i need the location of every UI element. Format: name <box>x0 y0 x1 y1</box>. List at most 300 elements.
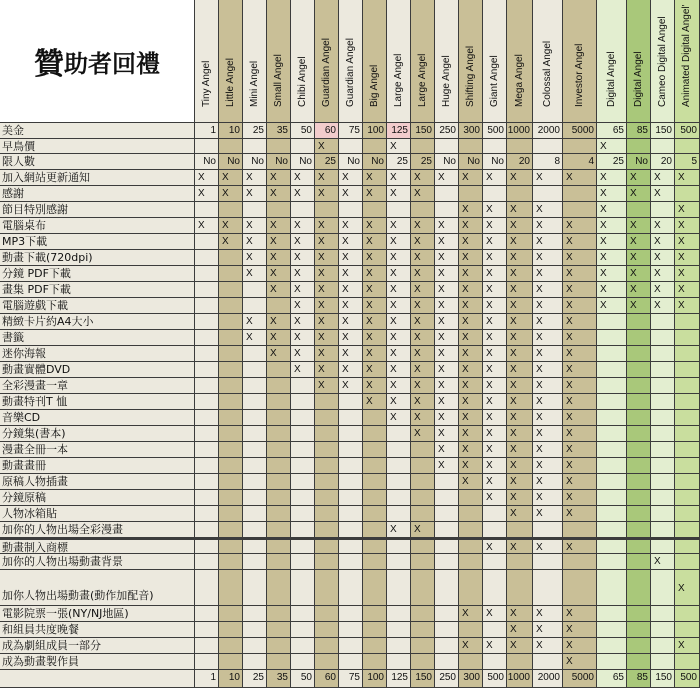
benefit-cell <box>243 570 267 606</box>
benefit-cell <box>195 622 219 638</box>
benefit-cell <box>533 554 563 570</box>
price-cell: 150 <box>411 123 435 139</box>
benefit-cell: X <box>483 266 507 282</box>
benefit-cell <box>243 622 267 638</box>
benefit-cell: X <box>507 506 533 522</box>
limit-cell: No <box>195 154 219 170</box>
benefit-cell <box>339 538 363 554</box>
benefit-cell <box>627 202 651 218</box>
benefit-cell: X <box>387 362 411 378</box>
footer-price-cell: 1000 <box>507 670 533 688</box>
benefit-cell <box>267 622 291 638</box>
early-cell <box>627 139 651 154</box>
benefit-cell <box>219 654 243 670</box>
benefit-cell: X <box>533 606 563 622</box>
benefit-cell: X <box>363 250 387 266</box>
benefit-cell <box>651 378 675 394</box>
early-cell <box>675 139 700 154</box>
benefit-cell: X <box>459 378 483 394</box>
benefit-cell <box>597 362 627 378</box>
benefit-cell <box>597 394 627 410</box>
benefit-cell: X <box>315 282 339 298</box>
title-first-char: 贊 <box>34 47 64 82</box>
benefit-cell <box>315 410 339 426</box>
price-cell: 75 <box>339 123 363 139</box>
row-label: MP3下載 <box>0 234 195 250</box>
benefit-cell <box>195 638 219 654</box>
row-label: 加你的人物出場全彩漫畫 <box>0 522 195 538</box>
row-label: 和組員共度晚餐 <box>0 622 195 638</box>
footer-price-cell: 125 <box>387 670 411 688</box>
benefit-cell: X <box>291 330 315 346</box>
benefit-cell <box>339 554 363 570</box>
benefit-cell <box>435 538 459 554</box>
benefit-cell <box>507 554 533 570</box>
row-label-early: 早鳥價 <box>0 139 195 154</box>
benefit-cell: X <box>675 234 700 250</box>
benefit-cell: X <box>533 638 563 654</box>
benefit-cell: X <box>411 362 435 378</box>
benefit-cell <box>507 522 533 538</box>
benefit-cell <box>291 442 315 458</box>
limit-cell: 25 <box>387 154 411 170</box>
benefit-cell: X <box>411 330 435 346</box>
benefit-cell: X <box>651 186 675 202</box>
benefit-cell <box>651 570 675 606</box>
benefit-cell: X <box>411 346 435 362</box>
price-cell: 5000 <box>563 123 597 139</box>
benefit-cell: X <box>533 314 563 330</box>
benefit-cell: X <box>507 606 533 622</box>
benefit-cell <box>597 522 627 538</box>
benefit-cell: X <box>507 234 533 250</box>
benefit-cell: X <box>435 234 459 250</box>
benefit-cell: X <box>459 330 483 346</box>
benefit-cell <box>339 654 363 670</box>
benefit-cell <box>597 554 627 570</box>
benefit-cell: X <box>339 298 363 314</box>
benefit-cell <box>243 654 267 670</box>
benefit-cell: X <box>533 202 563 218</box>
benefit-cell <box>219 606 243 622</box>
benefit-cell <box>675 654 700 670</box>
benefit-cell <box>675 442 700 458</box>
benefit-cell: X <box>411 170 435 186</box>
column-header <box>267 0 291 123</box>
benefit-cell: X <box>563 282 597 298</box>
benefit-cell: X <box>363 378 387 394</box>
benefit-cell <box>533 570 563 606</box>
benefit-cell: X <box>597 234 627 250</box>
benefit-cell: X <box>243 234 267 250</box>
column-header-label: Guardian Angel <box>320 38 332 107</box>
column-header-label: Mega Angel <box>513 54 525 107</box>
benefit-cell: X <box>507 410 533 426</box>
benefit-cell <box>627 330 651 346</box>
limit-cell: 25 <box>411 154 435 170</box>
benefit-cell: X <box>507 330 533 346</box>
benefit-cell <box>627 538 651 554</box>
benefit-cell: X <box>507 394 533 410</box>
benefit-cell <box>315 538 339 554</box>
benefit-cell: X <box>459 474 483 490</box>
benefit-cell: X <box>387 314 411 330</box>
benefit-cell <box>675 410 700 426</box>
page-title <box>0 0 195 123</box>
benefit-cell <box>627 426 651 442</box>
benefit-cell <box>627 410 651 426</box>
benefit-cell <box>411 490 435 506</box>
benefit-cell: X <box>291 170 315 186</box>
benefit-cell: X <box>563 474 597 490</box>
benefit-cell: X <box>315 170 339 186</box>
benefit-cell <box>291 606 315 622</box>
benefit-cell: X <box>507 250 533 266</box>
footer-price-cell: 300 <box>459 670 483 688</box>
benefit-cell <box>219 622 243 638</box>
benefit-cell: X <box>533 330 563 346</box>
benefit-cell <box>339 570 363 606</box>
benefit-cell <box>563 522 597 538</box>
footer-price-cell: 5000 <box>563 670 597 688</box>
benefit-cell <box>243 538 267 554</box>
benefit-cell: X <box>563 506 597 522</box>
row-label: 分鏡 PDF下載 <box>0 266 195 282</box>
column-header <box>387 0 411 123</box>
benefit-cell: X <box>459 298 483 314</box>
early-cell <box>483 139 507 154</box>
benefit-cell <box>597 458 627 474</box>
benefit-cell: X <box>483 394 507 410</box>
benefit-cell: X <box>563 346 597 362</box>
row-label: 加你的人物出場動畫背景 <box>0 554 195 570</box>
benefit-cell <box>267 362 291 378</box>
benefit-cell: X <box>219 234 243 250</box>
benefit-cell <box>219 554 243 570</box>
benefit-cell: X <box>387 282 411 298</box>
benefit-cell <box>459 538 483 554</box>
benefit-cell <box>363 506 387 522</box>
column-header-label: Little Angel <box>224 58 236 107</box>
benefit-cell <box>675 538 700 554</box>
benefit-cell <box>675 554 700 570</box>
benefit-cell: X <box>563 490 597 506</box>
column-header-label: Huge Angel <box>440 55 452 107</box>
benefit-cell: X <box>533 410 563 426</box>
price-cell: 25 <box>243 123 267 139</box>
benefit-cell <box>243 394 267 410</box>
benefit-cell: X <box>533 426 563 442</box>
benefit-cell <box>651 506 675 522</box>
benefit-cell <box>627 474 651 490</box>
benefit-cell: X <box>435 426 459 442</box>
benefit-cell: X <box>315 346 339 362</box>
benefit-cell <box>627 442 651 458</box>
footer-label <box>0 670 195 688</box>
limit-cell: No <box>483 154 507 170</box>
limit-cell: No <box>435 154 459 170</box>
benefit-cell <box>675 394 700 410</box>
benefit-cell: X <box>387 250 411 266</box>
early-cell: X <box>315 139 339 154</box>
benefit-cell: X <box>533 234 563 250</box>
price-cell: 125 <box>387 123 411 139</box>
benefit-cell <box>627 490 651 506</box>
price-cell: 1000 <box>507 123 533 139</box>
benefit-cell <box>291 538 315 554</box>
benefit-cell: X <box>291 218 315 234</box>
benefit-cell <box>291 458 315 474</box>
limit-cell: 20 <box>651 154 675 170</box>
benefit-cell: X <box>507 362 533 378</box>
benefit-cell: X <box>435 218 459 234</box>
benefit-cell: X <box>533 458 563 474</box>
benefit-cell: X <box>483 282 507 298</box>
benefit-cell <box>387 506 411 522</box>
benefit-cell <box>291 202 315 218</box>
row-label: 分鏡集(書本) <box>0 426 195 442</box>
benefit-cell <box>243 554 267 570</box>
benefit-cell: X <box>315 362 339 378</box>
row-label-limit: 限人數 <box>0 154 195 170</box>
benefit-cell: X <box>483 202 507 218</box>
footer-price-cell: 65 <box>597 670 627 688</box>
benefit-cell: X <box>339 378 363 394</box>
benefit-cell <box>675 362 700 378</box>
benefit-cell <box>219 538 243 554</box>
benefit-cell <box>675 622 700 638</box>
benefit-cell <box>267 654 291 670</box>
benefit-cell <box>675 522 700 538</box>
benefit-cell <box>243 378 267 394</box>
column-header <box>339 0 363 123</box>
benefit-cell <box>627 654 651 670</box>
benefit-cell <box>315 426 339 442</box>
benefit-cell <box>195 202 219 218</box>
benefit-cell: X <box>363 394 387 410</box>
footer-price-cell: 150 <box>411 670 435 688</box>
column-header <box>483 0 507 123</box>
benefit-cell: X <box>315 218 339 234</box>
benefit-cell: X <box>483 234 507 250</box>
column-header <box>219 0 243 123</box>
benefit-cell: X <box>459 234 483 250</box>
benefit-cell: X <box>533 538 563 554</box>
benefit-cell <box>435 202 459 218</box>
benefit-cell: X <box>387 234 411 250</box>
footer-price-cell: 85 <box>627 670 651 688</box>
benefit-cell: X <box>563 426 597 442</box>
benefit-cell: X <box>533 218 563 234</box>
benefit-cell: X <box>651 218 675 234</box>
benefit-cell: X <box>291 346 315 362</box>
benefit-cell <box>435 186 459 202</box>
benefit-cell: X <box>675 266 700 282</box>
benefit-cell <box>195 426 219 442</box>
benefit-cell <box>219 474 243 490</box>
benefit-cell <box>651 606 675 622</box>
benefit-cell: X <box>507 622 533 638</box>
benefit-cell: X <box>507 490 533 506</box>
benefit-cell: X <box>507 442 533 458</box>
column-header-label: Guardian Angel <box>344 38 356 107</box>
benefit-cell <box>267 458 291 474</box>
benefit-cell: X <box>411 218 435 234</box>
benefit-cell <box>291 554 315 570</box>
column-header <box>195 0 219 123</box>
benefit-cell <box>411 622 435 638</box>
benefit-cell <box>315 522 339 538</box>
benefit-cell <box>339 426 363 442</box>
benefit-cell <box>411 638 435 654</box>
row-label: 動畫畫冊 <box>0 458 195 474</box>
benefit-cell <box>267 638 291 654</box>
benefit-cell <box>363 442 387 458</box>
benefit-cell <box>195 330 219 346</box>
benefit-cell <box>195 282 219 298</box>
row-label: 動畫特刊T 恤 <box>0 394 195 410</box>
benefit-cell <box>675 458 700 474</box>
benefit-cell: X <box>387 266 411 282</box>
limit-cell: No <box>243 154 267 170</box>
column-header-label: Cameo Digital Angel <box>656 16 668 107</box>
benefit-cell: X <box>627 298 651 314</box>
benefit-cell <box>195 442 219 458</box>
benefit-cell: X <box>483 250 507 266</box>
benefit-cell <box>627 458 651 474</box>
benefit-cell <box>195 266 219 282</box>
benefit-cell: X <box>267 250 291 266</box>
benefit-cell <box>597 538 627 554</box>
benefit-cell: X <box>675 202 700 218</box>
benefit-cell: X <box>675 250 700 266</box>
benefit-cell <box>291 622 315 638</box>
benefit-cell: X <box>675 570 700 606</box>
benefit-cell <box>675 606 700 622</box>
benefit-cell: X <box>651 234 675 250</box>
benefit-cell <box>563 186 597 202</box>
benefit-cell <box>363 654 387 670</box>
benefit-cell <box>267 474 291 490</box>
column-header <box>507 0 533 123</box>
benefit-cell <box>219 522 243 538</box>
benefit-cell <box>387 570 411 606</box>
benefit-cell <box>243 282 267 298</box>
price-cell: 100 <box>363 123 387 139</box>
benefit-cell: X <box>597 186 627 202</box>
benefit-cell <box>597 638 627 654</box>
column-header <box>315 0 339 123</box>
column-header-label: Shifting Angel <box>464 45 476 107</box>
benefit-cell: X <box>315 314 339 330</box>
benefit-cell <box>291 638 315 654</box>
benefit-cell <box>219 250 243 266</box>
benefit-cell <box>243 298 267 314</box>
column-header <box>411 0 435 123</box>
benefit-cell <box>315 654 339 670</box>
benefit-cell <box>651 458 675 474</box>
row-label: 電腦遊戲下載 <box>0 298 195 314</box>
column-header <box>243 0 267 123</box>
early-cell <box>411 139 435 154</box>
limit-cell: 8 <box>533 154 563 170</box>
price-cell: 300 <box>459 123 483 139</box>
limit-cell: 25 <box>597 154 627 170</box>
benefit-cell <box>243 202 267 218</box>
benefit-cell: X <box>267 170 291 186</box>
benefit-cell: X <box>563 538 597 554</box>
benefit-cell <box>597 426 627 442</box>
benefit-cell: X <box>533 506 563 522</box>
benefit-cell <box>363 490 387 506</box>
benefit-cell <box>675 506 700 522</box>
early-cell <box>243 139 267 154</box>
benefit-cell <box>315 606 339 622</box>
benefit-cell <box>339 606 363 622</box>
benefit-cell <box>597 606 627 622</box>
benefit-cell <box>363 570 387 606</box>
row-label: 加你人物出場動畫(動作加配音) <box>0 570 195 606</box>
benefit-cell <box>483 570 507 606</box>
row-label: 節目特別感謝 <box>0 202 195 218</box>
benefit-cell <box>195 394 219 410</box>
benefit-cell <box>219 266 243 282</box>
column-header-label: Colossal Angel <box>541 40 553 107</box>
benefit-cell: X <box>533 490 563 506</box>
early-cell <box>563 139 597 154</box>
benefit-cell: X <box>563 170 597 186</box>
benefit-cell: X <box>627 234 651 250</box>
benefit-cell: X <box>387 378 411 394</box>
price-cell: 60 <box>315 123 339 139</box>
benefit-cell <box>387 606 411 622</box>
benefit-cell <box>387 490 411 506</box>
benefit-cell: X <box>675 638 700 654</box>
benefit-cell <box>483 186 507 202</box>
benefit-cell: X <box>483 170 507 186</box>
benefit-cell <box>195 606 219 622</box>
row-label: 書籤 <box>0 330 195 346</box>
benefit-cell: X <box>411 426 435 442</box>
benefit-cell: X <box>363 330 387 346</box>
benefit-cell <box>435 638 459 654</box>
benefit-cell <box>195 490 219 506</box>
benefit-cell: X <box>315 298 339 314</box>
benefit-cell <box>315 570 339 606</box>
benefit-cell <box>651 346 675 362</box>
benefit-cell <box>387 622 411 638</box>
benefit-cell <box>533 186 563 202</box>
benefit-cell: X <box>459 410 483 426</box>
benefit-cell <box>597 570 627 606</box>
benefit-cell <box>483 554 507 570</box>
benefit-cell: X <box>435 266 459 282</box>
benefit-cell <box>315 442 339 458</box>
benefit-cell: X <box>459 394 483 410</box>
benefit-cell: X <box>533 282 563 298</box>
benefit-cell: X <box>459 170 483 186</box>
column-header <box>627 0 651 123</box>
benefit-cell <box>363 410 387 426</box>
benefit-cell: X <box>483 410 507 426</box>
benefit-cell: X <box>267 186 291 202</box>
limit-cell: No <box>291 154 315 170</box>
benefit-cell: X <box>387 346 411 362</box>
column-header-label: Giant Angel <box>488 55 500 107</box>
benefit-cell: X <box>563 234 597 250</box>
row-label: 成為動畫製作員 <box>0 654 195 670</box>
benefit-cell <box>243 522 267 538</box>
